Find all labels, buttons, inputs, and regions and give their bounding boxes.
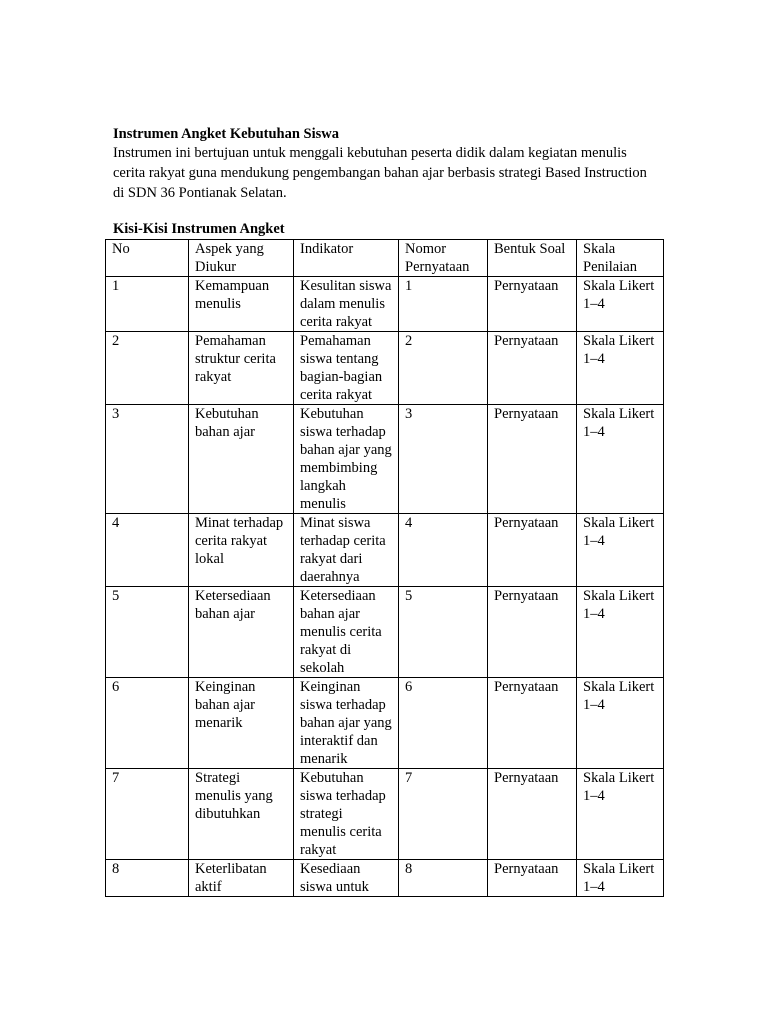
cell-no: 8 xyxy=(106,860,189,897)
cell-skala: Skala Likert 1–4 xyxy=(577,587,664,678)
cell-indikator: Ketersediaan bahan ajar menulis cerita rakyat di sekolah xyxy=(294,587,399,678)
section-title: Kisi-Kisi Instrumen Angket xyxy=(113,221,285,237)
cell-nomor: 5 xyxy=(399,587,488,678)
cell-nomor: 1 xyxy=(399,277,488,332)
cell-nomor: 3 xyxy=(399,405,488,514)
cell-indikator: Minat siswa terhadap cerita rakyat dari daerahnya xyxy=(294,514,399,587)
table-row xyxy=(106,769,664,860)
cell-no: 2 xyxy=(106,332,189,405)
cell-nomor: 4 xyxy=(399,514,488,587)
header-aspek: Aspek yang Diukur xyxy=(189,240,294,277)
cell-indikator: Pemahaman siswa tentang bagian-bagian cerita rakyat xyxy=(294,332,399,405)
table-header-row xyxy=(106,240,664,277)
cell-indikator: Kesulitan siswa dalam menulis cerita rakyat xyxy=(294,277,399,332)
cell-nomor: 8 xyxy=(399,860,488,897)
table-row xyxy=(106,277,664,332)
header-no: No xyxy=(106,240,189,277)
cell-aspek: Keinginan bahan ajar menarik xyxy=(189,678,294,769)
cell-bentuk: Pernyataan xyxy=(488,587,577,678)
document-title: Instrumen Angket Kebutuhan Siswa xyxy=(113,126,340,142)
cell-skala: Skala Likert 1–4 xyxy=(577,769,664,860)
cell-skala: Skala Likert 1–4 xyxy=(577,332,664,405)
table-row xyxy=(106,860,664,897)
cell-nomor: 7 xyxy=(399,769,488,860)
cell-no: 1 xyxy=(106,277,189,332)
cell-no: 5 xyxy=(106,587,189,678)
cell-bentuk: Pernyataan xyxy=(488,769,577,860)
cell-no: 6 xyxy=(106,678,189,769)
document-body xyxy=(113,125,658,238)
cell-skala: Skala Likert 1–4 xyxy=(577,277,664,332)
cell-indikator: Kebutuhan siswa terhadap strategi menulis cerita rakyat xyxy=(294,769,399,860)
cell-bentuk: Pernyataan xyxy=(488,860,577,897)
cell-no: 7 xyxy=(106,769,189,860)
cell-aspek: Minat terhadap cerita rakyat lokal xyxy=(189,514,294,587)
cell-skala: Skala Likert 1–4 xyxy=(577,860,664,897)
intro-paragraph: Instrumen ini bertujuan untuk menggali kebutuhan peserta didik dalam kegiatan menulis cerita rakyat guna mendukung pengembangan bahan ajar berbasis strategi Based Instruction di SDN 36 Pontianak Selatan. xyxy=(113,145,647,201)
header-nomor-pernyataan: Nomor Pernyataan xyxy=(399,240,488,277)
cell-aspek: Strategi menulis yang dibutuhkan xyxy=(189,769,294,860)
cell-indikator: Kesediaan siswa untuk xyxy=(294,860,399,897)
header-skala-penilaian: Skala Penilaian xyxy=(577,240,664,277)
header-indikator: Indikator xyxy=(294,240,399,277)
instrument-grid-table xyxy=(105,239,664,897)
table-row xyxy=(106,587,664,678)
cell-skala: Skala Likert 1–4 xyxy=(577,405,664,514)
cell-no: 4 xyxy=(106,514,189,587)
cell-no: 3 xyxy=(106,405,189,514)
cell-indikator: Keinginan siswa terhadap bahan ajar yang interaktif dan menarik xyxy=(294,678,399,769)
cell-nomor: 6 xyxy=(399,678,488,769)
table-row xyxy=(106,678,664,769)
cell-aspek: Pemahaman struktur cerita rakyat xyxy=(189,332,294,405)
cell-bentuk: Pernyataan xyxy=(488,678,577,769)
cell-bentuk: Pernyataan xyxy=(488,405,577,514)
table-row xyxy=(106,514,664,587)
cell-aspek: Kebutuhan bahan ajar xyxy=(189,405,294,514)
cell-indikator: Kebutuhan siswa terhadap bahan ajar yang membimbing langkah menulis xyxy=(294,405,399,514)
cell-bentuk: Pernyataan xyxy=(488,514,577,587)
cell-aspek: Keterlibatan aktif xyxy=(189,860,294,897)
cell-aspek: Kemampuan menulis xyxy=(189,277,294,332)
cell-bentuk: Pernyataan xyxy=(488,332,577,405)
cell-bentuk: Pernyataan xyxy=(488,277,577,332)
cell-skala: Skala Likert 1–4 xyxy=(577,514,664,587)
header-bentuk-soal: Bentuk Soal xyxy=(488,240,577,277)
cell-aspek: Ketersediaan bahan ajar xyxy=(189,587,294,678)
table-row xyxy=(106,405,664,514)
cell-skala: Skala Likert 1–4 xyxy=(577,678,664,769)
table-row xyxy=(106,332,664,405)
cell-nomor: 2 xyxy=(399,332,488,405)
